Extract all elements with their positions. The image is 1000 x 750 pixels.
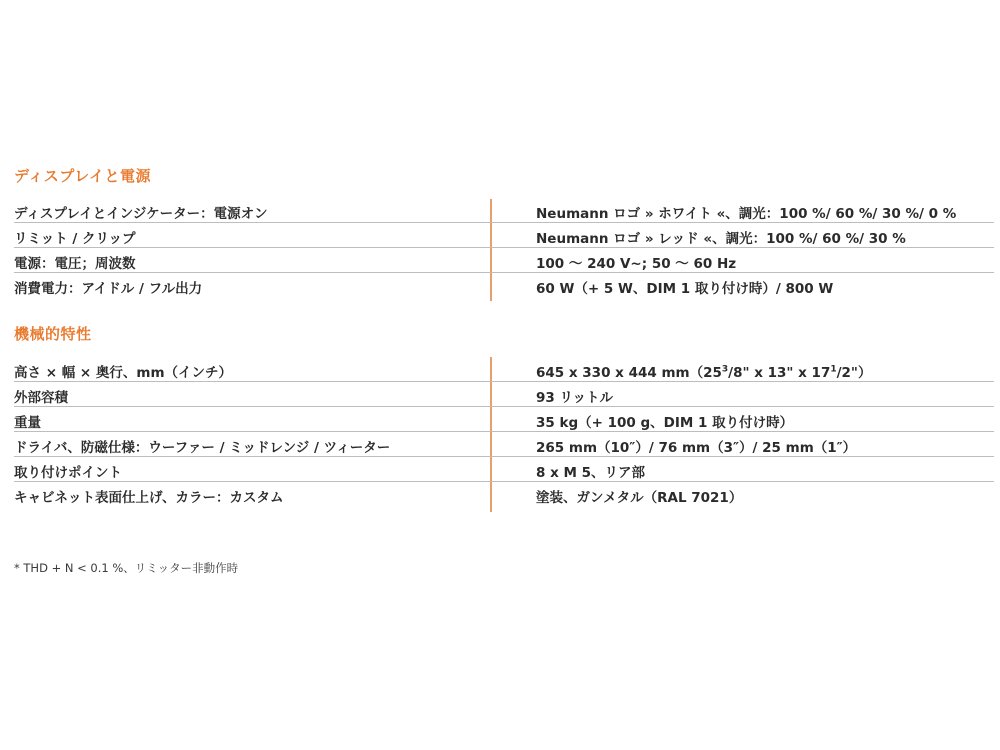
- footnote: * THD + N < 0.1 %、リミッター非動作時: [14, 561, 239, 575]
- spec-value: Neumann ロゴ » レッド «、調光：100 %/ 60 %/ 30 %: [536, 231, 906, 247]
- section-title-display-power: ディスプレイと電源: [14, 167, 151, 185]
- spec-value: [536, 361, 871, 381]
- table-row: [14, 457, 994, 482]
- spec-table-display-power: [14, 198, 994, 298]
- section-title-mechanical: 機械的特性: [14, 325, 92, 343]
- spec-value: 100 ～ 240 V~; 50 ～ 60 Hz: [536, 256, 737, 272]
- spec-table-mechanical: [14, 357, 994, 507]
- spec-value: 35 kg（+ 100 g、DIM 1 取り付け時）: [536, 415, 794, 431]
- spec-label: 電源：電圧；周波数: [14, 256, 136, 272]
- spec-label: ドライバ、防磁仕様：ウーファー / ミッドレンジ / ツィーター: [14, 440, 391, 456]
- table-row: [14, 248, 994, 273]
- spec-label: 外部容積: [14, 390, 68, 406]
- table-row: [14, 382, 994, 407]
- spec-value: 265 mm（10″）/ 76 mm（3″）/ 25 mm（1″）: [536, 440, 857, 456]
- spec-label: キャビネット表面仕上げ、カラー：カスタム: [14, 490, 284, 506]
- spec-label: ディスプレイとインジケーター：電源オン: [14, 206, 268, 222]
- table-row: [14, 482, 994, 507]
- spec-value: 93 リットル: [536, 390, 613, 406]
- spec-label: 高さ × 幅 × 奥行、mm（インチ）: [14, 365, 233, 381]
- dimension-text: 645 x 330 x 444 mm（25: [536, 365, 722, 381]
- spec-value: 塗装、ガンメタル（RAL 7021）: [536, 490, 743, 506]
- table-row: [14, 407, 994, 432]
- dimension-text: /8" x 13" x 17: [728, 365, 831, 381]
- dimension-text: /2"）: [836, 365, 872, 381]
- spec-value: 60 W（+ 5 W、DIM 1 取り付け時）/ 800 W: [536, 281, 834, 297]
- spec-value: 8 x M 5、リア部: [536, 465, 646, 481]
- table-row: [14, 198, 994, 223]
- fraction-numerator: 1: [830, 364, 837, 375]
- table-row: [14, 357, 994, 382]
- table-row: [14, 273, 994, 298]
- fraction-numerator: 3: [721, 364, 729, 375]
- spec-label: 取り付けポイント: [14, 465, 122, 481]
- spec-label: リミット / クリップ: [14, 231, 136, 247]
- table-row: [14, 223, 994, 248]
- spec-label: 重量: [14, 415, 41, 431]
- spec-label: 消費電力：アイドル / フル出力: [14, 281, 203, 297]
- table-row: [14, 432, 994, 457]
- spec-value: Neumann ロゴ » ホワイト «、調光：100 %/ 60 %/ 30 %/ 0 %: [536, 206, 957, 222]
